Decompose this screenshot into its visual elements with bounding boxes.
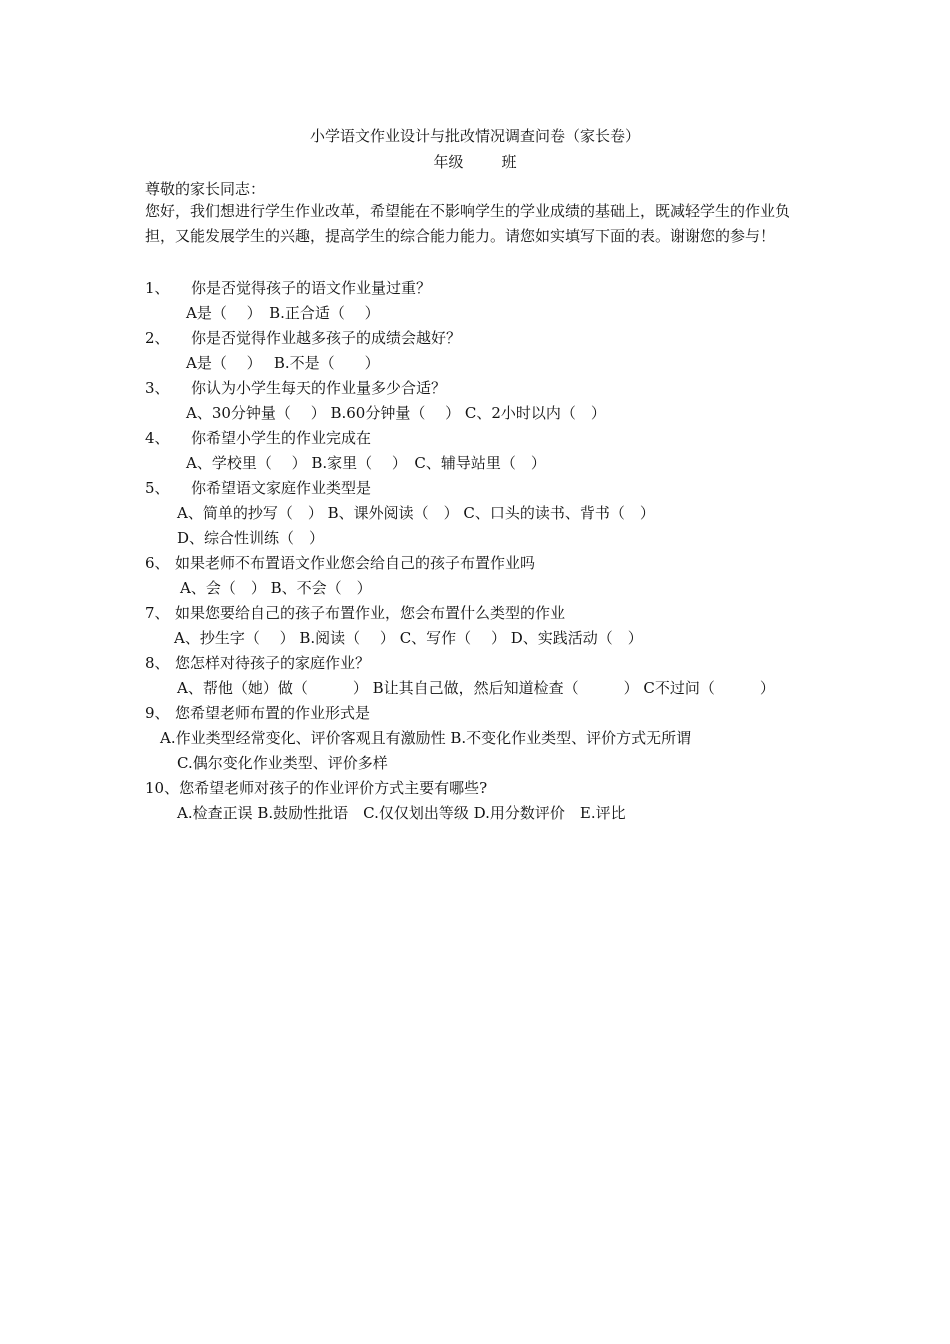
question-number: 7、 [145,604,170,622]
question-text: 你是否觉得作业越多孩子的成绩会越好？ [191,329,462,347]
question-5-options-line-2: D、综合性训练（ ） [177,529,325,547]
question-1-options: A是（ ） B.正合适（ ） [186,304,380,322]
question-10 [145,777,487,798]
question-2-options: A是（ ） B.不是（ ） [186,354,380,372]
class-label: 班 [501,153,517,171]
question-number: 2、 [145,329,170,347]
question-8 [145,652,370,673]
question-4 [145,427,371,448]
question-4-options: A、学校里（ ） B.家里（ ） C、辅导站里（ ） [186,454,546,472]
question-3 [145,377,446,398]
grade-class-line [0,151,950,172]
question-7 [145,602,565,623]
question-text: 你认为小学生每天的作业量多少合适？ [191,379,447,397]
question-5-options-line-1: A、简单的抄写（ ） B、课外阅读（ ） C、口头的读书、背书（ ） [177,504,655,522]
intro-paragraph: 您好，我们想进行学生作业改革，希望能在不影响学生的学业成绩的基础上，既减轻学生的作业负担，又能发展学生的兴趣，提高学生的综合能力能力。请您如实填写下面的表。谢谢您的参与！ [145,202,791,245]
question-text: 您希望老师对孩子的作业评价方式主要有哪些? [179,779,488,797]
page-title: 小学语文作业设计与批改情况调查问卷（家长卷） [309,127,640,145]
question-10-options: A.检查正误 B.鼓励性批语 C.仅仅划出等级 D.用分数评价 E.评比 [177,804,626,822]
question-9-options-line-1: A.作业类型经常变化、评价客观且有激励性 B.不变化作业类型、评价方式无所谓 [160,729,692,747]
question-number: 3、 [145,379,170,397]
question-number: 8、 [145,654,170,672]
question-text: 如果您要给自己的孩子布置作业，您会布置什么类型的作业 [175,604,566,622]
question-2 [145,327,461,348]
question-6 [145,552,535,573]
question-8-options: A、帮他（她）做（ ） B让其自己做，然后知道检查（ ） C不过问（ ） [177,679,775,697]
question-9 [145,702,370,723]
question-9-options-line-2: C.偶尔变化作业类型、评价多样 [177,754,388,772]
question-number: 4、 [145,429,170,447]
question-text: 您怎样对待孩子的家庭作业？ [175,654,371,672]
question-number: 9、 [145,704,170,722]
question-text: 您希望老师布置的作业形式是 [175,704,371,722]
question-text: 如果老师不布置语文作业您会给自己的孩子布置作业吗 [175,554,536,572]
grade-label: 年级 [433,153,464,171]
question-7-options: A、抄生字（ ） B.阅读（ ） C、写作（ ） D、实践活动（ ） [174,629,643,647]
question-1 [145,277,431,298]
question-5 [145,477,371,498]
question-3-options: A、30分钟量（ ） B.60分钟量（ ） C、2小时以内（ ） [186,404,606,422]
question-number: 6、 [145,554,170,572]
question-number: 1、 [145,279,170,297]
question-number: 10、 [145,779,180,797]
question-6-options: A、会（ ） B、不会（ ） [180,579,372,597]
question-number: 5、 [145,479,170,497]
question-text: 你希望小学生的作业完成在 [191,429,372,447]
question-text: 你是否觉得孩子的语文作业量过重？ [191,279,432,297]
question-text: 你希望语文家庭作业类型是 [191,479,372,497]
greeting: 尊敬的家长同志： [145,180,266,198]
